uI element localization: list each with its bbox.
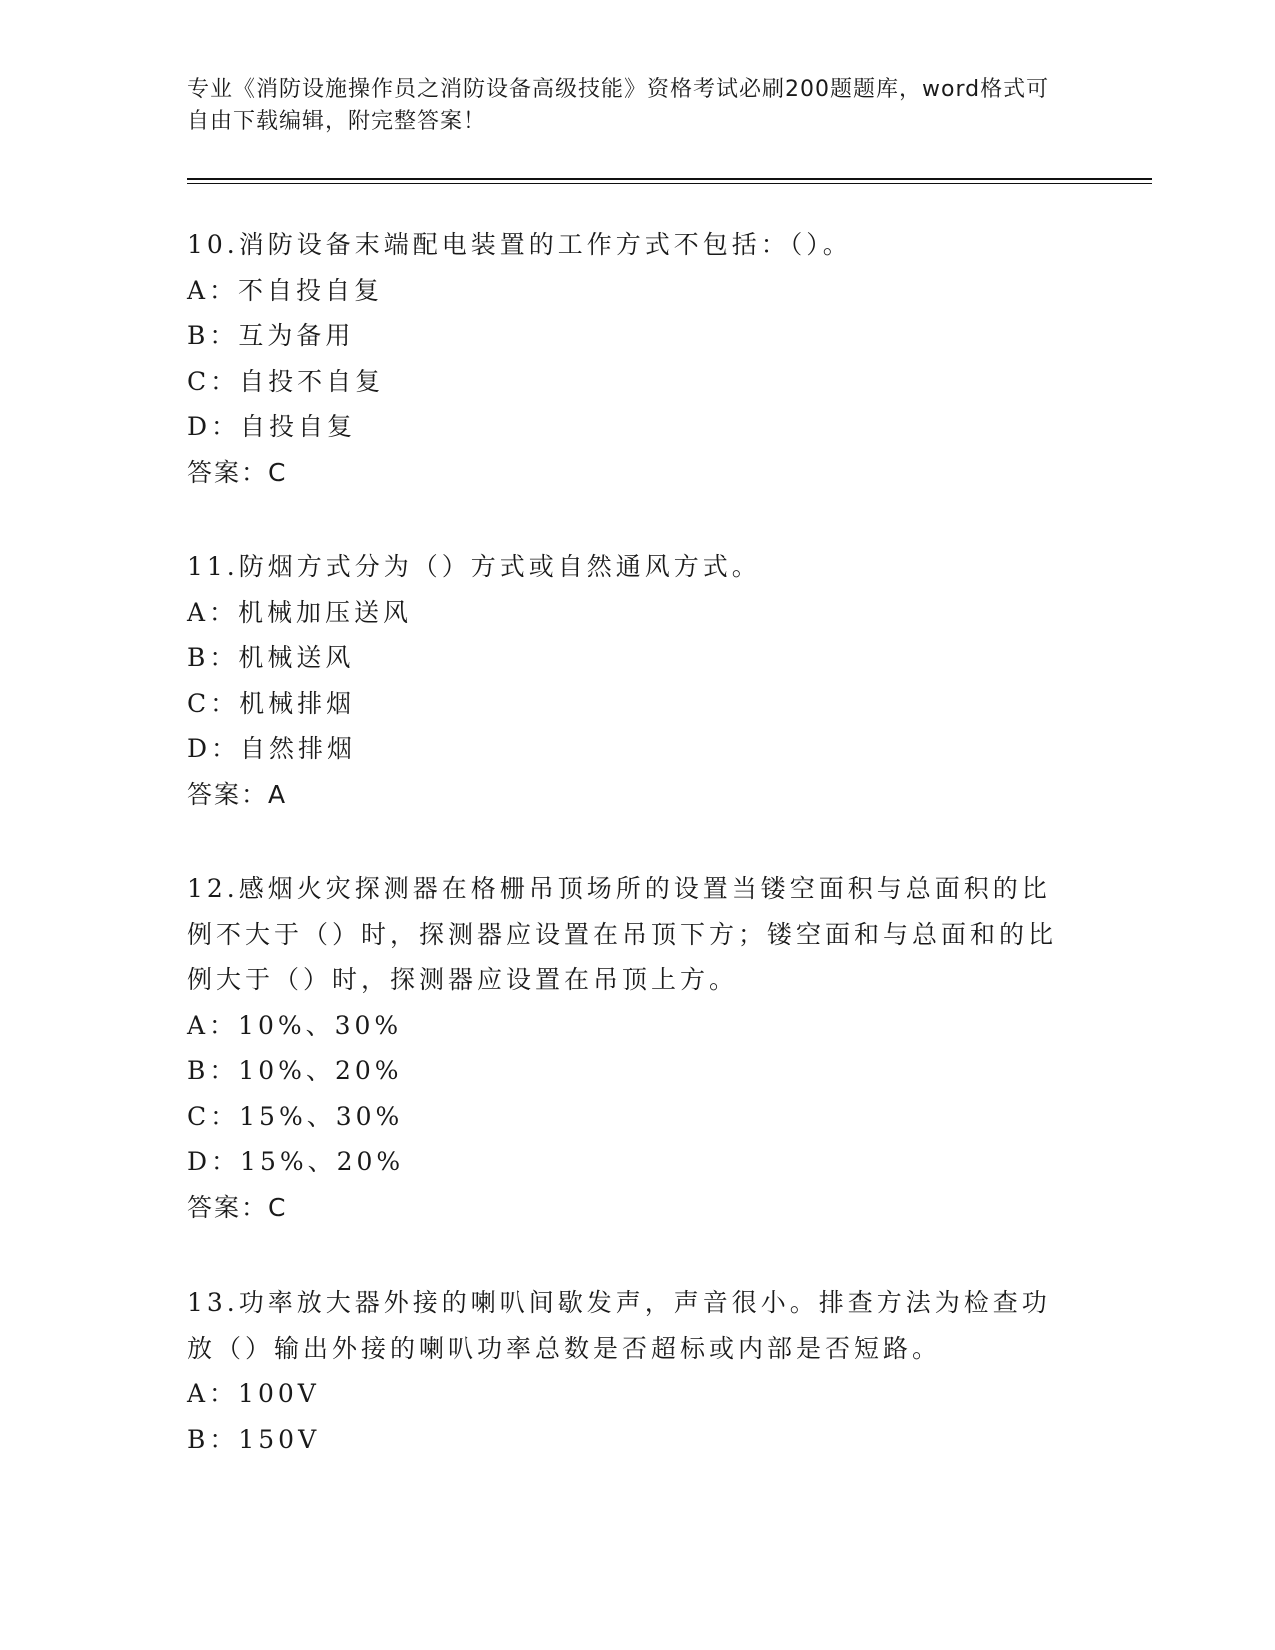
question-stem: 12.感烟火灾探测器在格栅吊顶场所的设置当镂空面积与总面积的比例不大于（）时，探测器应设置在吊顶下方；镂空面和与总面和的比例大于（）时，探测器应设置在吊顶上方。 — [187, 874, 1058, 994]
option-a: A：不自投自复 — [187, 275, 384, 305]
option-a: A：10%、30% — [187, 1010, 403, 1040]
question-10 — [187, 222, 1087, 495]
answer: 答案：C — [187, 1192, 288, 1222]
question-stem: 13.功率放大器外接的喇叭间歇发声，声音很小。排查方法为检查功放（）输出外接的喇叭功率总数是否超标或内部是否短路。 — [187, 1288, 1051, 1363]
question-stem: 11.防烟方式分为（）方式或自然通风方式。 — [187, 552, 761, 581]
option-c: C：15%、30% — [187, 1101, 404, 1131]
answer: 答案：A — [187, 779, 288, 809]
option-d: D：自然排烟 — [187, 734, 357, 763]
option-d: D：15%、20% — [187, 1147, 405, 1176]
option-a: A：100V — [187, 1379, 320, 1408]
header-divider-thin — [187, 183, 1152, 184]
option-d: D：自投自复 — [187, 412, 357, 441]
question-stem: 10.消防设备末端配电装置的工作方式不包括：（）。 — [187, 230, 852, 259]
answer: 答案：C — [187, 457, 288, 487]
question-12 — [187, 866, 1087, 1230]
question-11 — [187, 544, 1087, 817]
option-a: A：机械加压送风 — [187, 597, 413, 627]
option-b: B：10%、20% — [187, 1056, 403, 1085]
option-b: B：机械送风 — [187, 643, 355, 672]
option-c: C：自投不自复 — [187, 366, 385, 396]
document-header: 专业《消防设施操作员之消防设备高级技能》资格考试必刷200题题库，word格式可自由下载编辑，附完整答案！ — [187, 77, 1050, 134]
option-b: B：150V — [187, 1424, 321, 1454]
header-divider-thick — [187, 178, 1152, 180]
question-13 — [187, 1280, 1087, 1462]
option-b: B：互为备用 — [187, 321, 355, 350]
option-c: C：机械排烟 — [187, 688, 356, 718]
